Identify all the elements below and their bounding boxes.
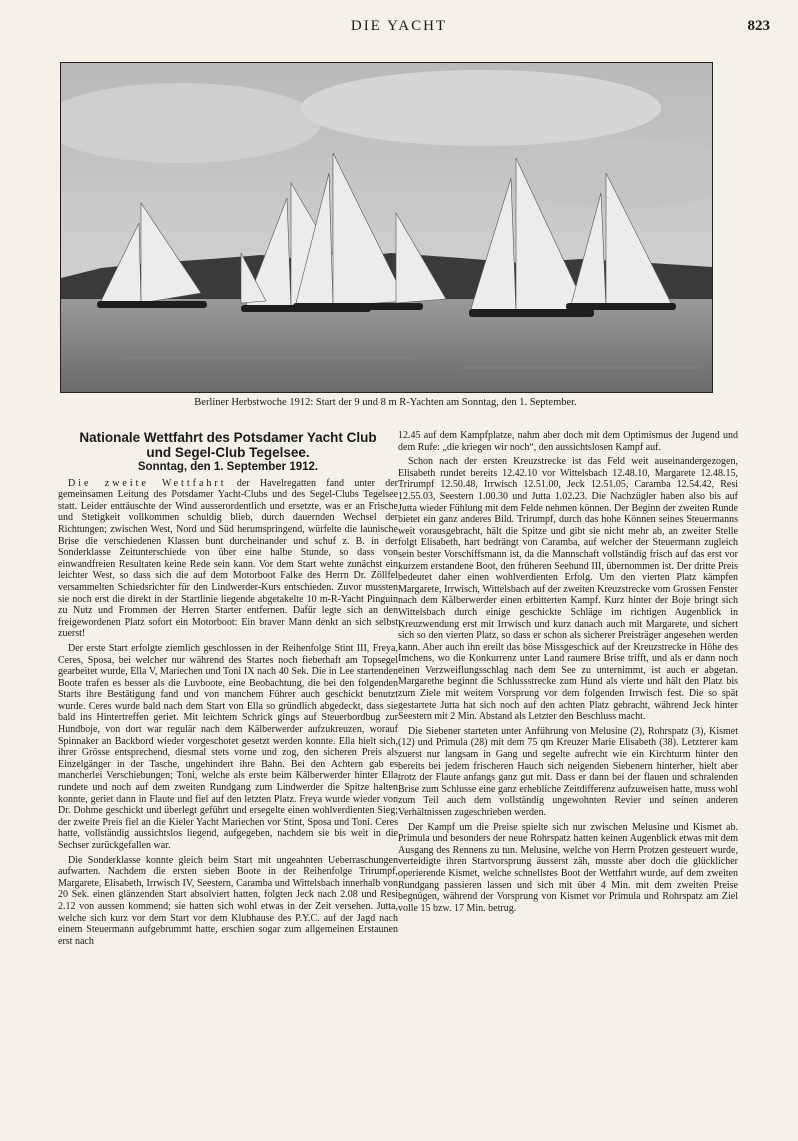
running-title: DIE YACHT bbox=[350, 18, 448, 34]
paragraph-text: der Havelregatten fand unter der gemeinsamen Leitung des Potsdamer Yacht-Clubs und des Segel-Clubs Tegelsee statt. Leider enttäuschte der Wind ausserordentlich und ersetzte, was er an Frische und Stetigkeit vollkommen schuldig blieb, durch dauernden Wechsel der Richtungen; zwischen West, Nord und Süd herumspringend, würfelte die launische Brise die verschiedenen Klassen bunt durcheinander und schuf z. B. in der Sonderklasse Zeitunterschiede von über eine halbe Stunde, so dass von einwandfreien Resultaten keine Rede sein kann. Vor dem Start wehte zunächst ein leichter West, so dass sich die auf dem Motorboot Falke des Herrn Dr. Zöllfel versammelten Schiedsrichter für den Lindwerder-Kurs entschieden. Zuvor mussten sie noch erst die direkt in der Startlinie liegende abgetakelte 10 m-R-Yacht Pinguin zu Nutz und Frommen der Herren Starter entfernen. Dafür legte sich an den freigewordenen Platz sofort ein Motorboot: Ein braver Mann denkt an sich selbst zuerst! bbox=[58, 477, 398, 640]
page-header bbox=[0, 14, 798, 40]
paragraph: Der Kampf um die Preise spielte sich nur zwischen Melusine und Kismet ab. Primula und besonders der neue Rohrspatz hatten keinen Augenblick etwas mit dem Ausgang des Rennens zu tun. Melusine, welche von Herrn Protzen gesteuert wurde, verteidigte ihren Startvorsprung äusserst zäh, musste aber doch die glücklicher operierende Kismet, welche schnellstes Boot der Wettfahrt wurde, auf dem zweiten Rundgang passieren lassen und sich mit über 4 Min. mit dem zweiten Preise begnügen, während der Vorsprung von Kismet vor Primula und Rohrspatz am Ziel volle 15 bzw. 17 Min. betrug. bbox=[398, 821, 738, 914]
photo-caption: Berliner Herbstwoche 1912: Start der 9 und 8 m R-Yachten am Sonntag, den 1. September. bbox=[194, 397, 577, 408]
article-right-column bbox=[398, 430, 738, 914]
regatta-photo bbox=[60, 62, 713, 393]
article-left-column bbox=[58, 430, 398, 947]
paragraph: Der erste Start erfolgte ziemlich geschlossen in der Reihenfolge Stint III, Freya, Ceres, Sposa, bei welcher nur während des Startes noch fieberhaft am Topsegel gearbeitet wurde, Ella V, Mariechen und Toni IX nach 40 Sek. Die in Lee startenden Boote trafen es besser als die Luvboote, eine Beobachtung, die bei den folgenden Starts ihre Bestätigung fand und von manchem Führer auch geschickt benutzt wurde. Ceres wurde bald nach dem Start von Ella so gründlich abgedeckt, dass sie bald ins Hintertreffen geriet. Mit leichtem Schrick gings auf Steuerbordbug zur Hundboje, von dort war regulär nach dem Kälberwerder aufzukreuzen, worauf Spinnaker an Backbord wieder vorgeschotet gesetzt werden konnte. Ella hielt sich, ihrer Grösse entsprechend, diesmal stets vorne und zog, den sicheren Preis als Einzelgänger in der Tasche, ungehindert ihre Bahn. Bei den Achtern gab es mancherlei Verschiebungen; Toni, welche als erste beim Kälberwerder hinter Ella rundete und noch auf dem zweiten Rundgang zum Lindwerder die Spitze halten konnte, geriet dann in Flaute und fiel auf den letzten Platz. Freya wurde wieder von Dr. Dohme geschickt und überlegt geführt und ersegelte einen wohlverdienten Sieg; der zweite Preis fiel an die Kieler Yacht Mariechen vor Stint, Sposa und Toni. Ceres hatte, vollständig aussichtslos liegend, aufgegeben, nachdem sie bis weit in die Sechser zurückgefallen war. bbox=[58, 642, 398, 851]
article-title-line1: Nationale Wettfahrt des Potsdamer Yacht Club bbox=[79, 430, 377, 445]
paragraph: Schon nach der ersten Kreuzstrecke ist das Feld weit auseinandergezogen, Elisabeth rundet bereits 12.42.10 vor Wittelsbach 12.48.10, Margarete 12.48.15, Trirumpf 12.50.48, Irrwisch 12.51.00, Jeck 12.51.05, Caramba 12.54.42, Resi 12.55.03, Seestern 1.00.30 und Jutta 1.02.23. Die Nachzügler haben also bis auf Jutta wieder Fühlung mit dem Felde nehmen können. Der Beginn der zweiten Runde bietet ein ganz anderes Bild. Trirumpf, durch das hohe Können seines Steuermanns weit vorausgebracht, hält die Spitze und gibt sie nicht mehr ab, an zweiter Stelle folgt Elisabeth, hart bedrängt von Caramba, auf welcher der Steuermann zugleich sein bester Vorschiffsmann ist, da die Mannschaft vollständig frisch auf das erst vor kurzem erstandene Boot, den früheren Seehund III, übernommen ist. Der dritte Preis bedeutet daher einen wohlverdienten Erfolg. Um den vierten Platz kämpfen Margarete, Irrwisch, Wittelsbach auf der zweiten Kreuzstrecke vom Grossen Fenster nach dem Kälberwerder einen erbitterten Kampf. Kurz hinter der Boje bringt sich Wittelsbach durch einige geschickte Schläge im richtigen Augenblick in Kreuzwendung erst mit Irrwisch und kurz danach auch mit Margarete, und sichert sich so den vierten Platz, so dass er schon als sicherer Preisträger angesehen werden kann. Aber auch ihn ereilt das böse Missgeschick auf der Kreuzstrecke in Höhe des Imchens, wo die Konkurrenz unter Land raumere Brise trifft, und als er dann noch einen Verzweiflungsschlag nach dem See zu unternimmt, ist auch er abgetan. Margarethe beginnt die Schlussstrecke zum Hund als vierte und hält den Platz bis zum Ziele mit weitem Vorsprung vor dem folgenden Irrwisch fest. Die so spät gestartete Jutta hat sich noch auf den achten Platz gebracht, während Jeck hinter Seestern mit 2 Min. Abstand als Letzter den Beschluss macht. bbox=[398, 456, 738, 723]
paragraph: 12.45 auf dem Kampfplatze, nahm aber doch mit dem Optimismus der Jugend und dem Rufe: „die kriegen wir noch“, den aussichtslosen Kampf auf. bbox=[398, 430, 738, 453]
lead-spaced-text: Die zweite Wettfahrt bbox=[68, 477, 227, 489]
paragraph: Die Sonderklasse konnte gleich beim Start mit ungeahnten Ueberraschungen aufwarten. Nachdem die ersten sieben Boote in der Reihenfolge Trirumpf, Margarete, Elisabeth, Irrwisch IV, Seestern, Caramba und Wittelsbach innerhalb von 20 Sek. einen glänzenden Start absolviert hatten, folgten Jeck nach 2.08 und Resi 2.12 von aussen kommend; sie hatten sich wohl etwas in der Zeit versehen. Jutta, welche sich kurz vor dem Start vor dem Klubhause des P.Y.C. auf der Jagd nach einem Steuermann aufgebrummt hatte, erschien sogar zum allgemeinen Erstaunen erst nach bbox=[58, 854, 398, 947]
article-title bbox=[58, 430, 398, 460]
page-number: 823 bbox=[747, 18, 770, 34]
article-title-line2: und Segel-Club Tegelsee. bbox=[146, 445, 310, 460]
article-subtitle: Sonntag, den 1. September 1912. bbox=[137, 461, 319, 473]
paragraph bbox=[58, 478, 398, 640]
paragraph: Die Siebener starteten unter Anführung von Melusine (2), Rohrspatz (3), Kismet (12) und Primula (28) mit dem 75 qm Kreuzer Marie Elisabeth (38). Letzterer kam zuerst nur langsam in Gang und segelte aufrecht wie ein Kirchturm hinter den bereits bei jedem frischeren Hauch sich neigenden Siebenern hinterher, hielt aber trotz der Flaute anfangs ganz gut mit. Dass er dann bei der flauen und schralenden Brise zum Schlusse eine ganz erhebliche Zeitdifferenz aufzuweisen hatte, muss wohl zum Teil auch dem vollständig ungewohnten Revier und seinen anderen Verhältnissen zugeschrieben werden. bbox=[398, 725, 738, 818]
